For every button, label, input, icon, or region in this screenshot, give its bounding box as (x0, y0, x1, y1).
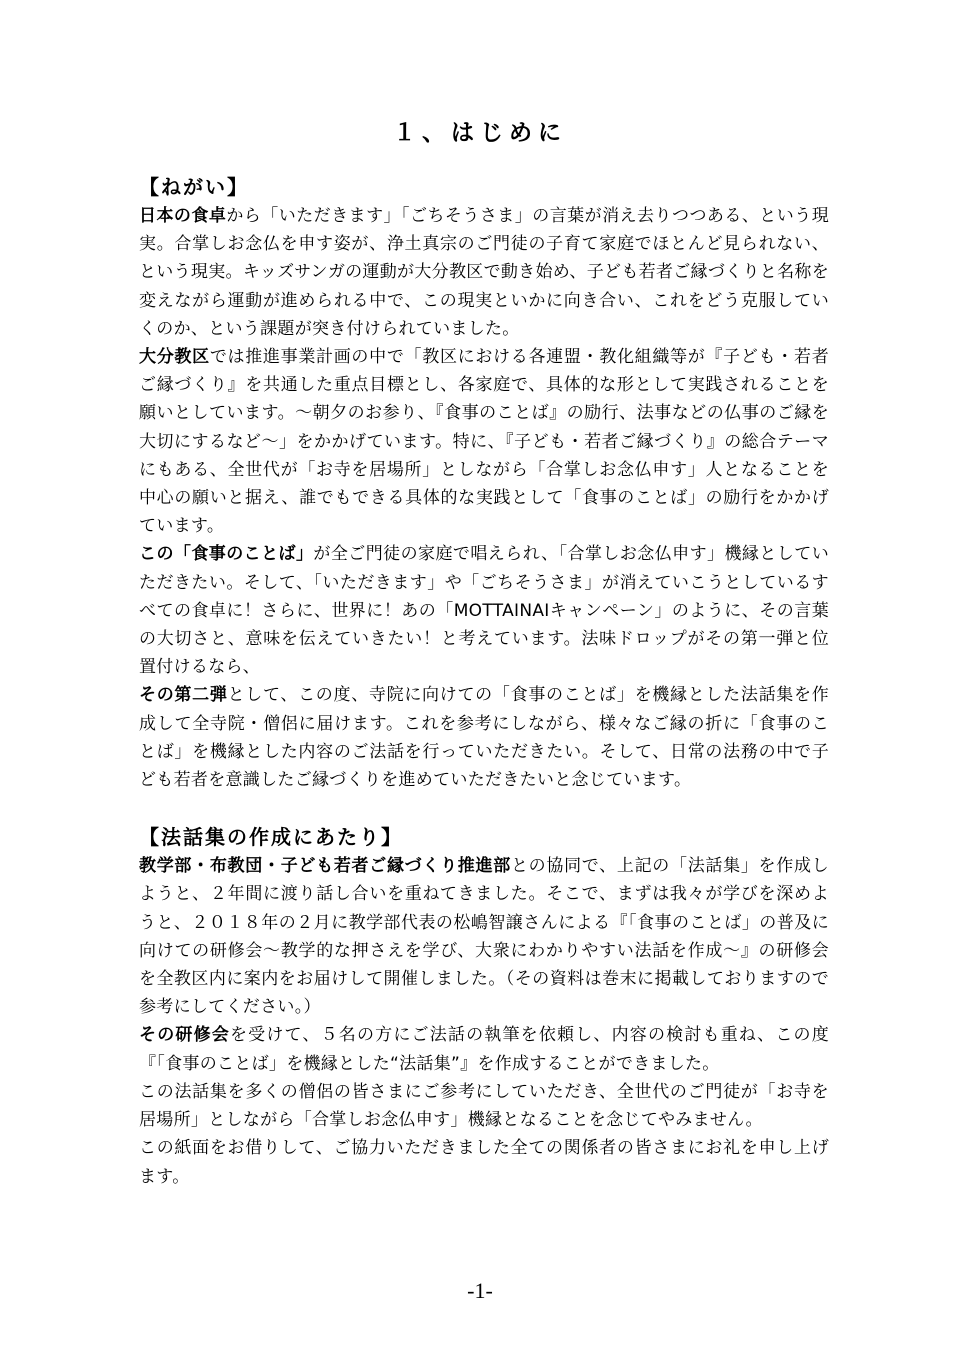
page-number: -1- (467, 1278, 493, 1303)
paragraph-lead: その第二弾 (139, 685, 228, 706)
paragraph-lead: その研修会 (139, 1025, 230, 1046)
paragraph-lead: 日本の食卓 (139, 206, 227, 226)
paragraph (139, 1021, 829, 1077)
paragraph-text: との協同で、上記の「法話集」を作成しようと、２年間に渡り話し合いを重ねてきました。そこで、まずは我々が学びを深めようと、２０１８年の２月に教学部代表の松嶋智譲さんによる『「食事のことば」の普及に向けての研修会～教学的な押さえを学び、大衆にわかりやすい法話を作成～』の研修会を全教区内に案内をお届けして開催しました。（その資料は巻末に掲載しておりますので参考にしてください。） (139, 856, 829, 1018)
paragraph-text: として、この度、寺院に向けての「食事のことば」を機縁とした法話集を作成して全寺院・僧侶に届けます。これを参考にしながら、様々なご縁の折に「食事のことば」を機縁とした内容のご法話を行っていただきたい。そして、日常の法務の中で子ども若者を意識したご縁づくりを進めていただきたいと念じています。 (139, 685, 830, 791)
paragraph-text: から「いただきます」「ごちそうさま」の言葉が消え去りつつある、という現実。合掌しお念仏を申す姿が、浄土真宗のご門徒の子育て家庭でほとんど見られない、という現実。キッズサンガの運動が大分教区で動き始め、子ども若者ご縁づくりと名称を変えながら運動が進められる中で、この現実といかに向き合い、これをどう克服していくのか、という課題が突き付けられていました。 (139, 206, 830, 339)
paragraph-text: が全ご門徒の家庭で唱えられ、「合掌しお念仏申す」機縁としていただきたい。そして、「いただきます」や「ごちそうさま」が消えていこうとしているすべての食卓に！さらに、世界に！あの「MOTTAINAIキャンペーン」のように、その言葉の大切さと、意味を伝えていきたい！と考えています。法味ドロップがその第一弾と位置付けるなら、 (139, 544, 829, 678)
page-title: １、はじめに (393, 120, 567, 146)
paragraph (139, 343, 829, 540)
paragraph-lead: この「食事のことば」 (139, 544, 314, 565)
paragraph (139, 202, 829, 343)
paragraph (139, 540, 829, 681)
paragraph-text: では推進事業計画の中で「教区における各連盟・教化組織等が『子ども・若者ご縁づくり』を共通した重点目標とし、各家庭で、具体的な形として実践されることを願いとしています。～朝夕のお参り、『食事のことば』の励行、法事などの仏事のご縁を大切にするなど～」をかかげています。特に、『子ども・若者ご縁づくり』の総合テーマにもある、全世代が「お寺を居場所」としながら「合掌しお念仏申す」人となることを中心の願いと据え、誰でもできる具体的な実践として「食事のことば」の励行をかかげています。 (139, 347, 829, 537)
section-heading-negai: 【ねがい】 (139, 175, 249, 199)
paragraph-lead: 教学部・布教団・子ども若者ご縁づくり推進部 (139, 856, 511, 877)
document-body (139, 172, 829, 1191)
paragraph: この紙面をお借りして、ご協力いただきました全ての関係者の皆さまにお礼を申し上げます。 (139, 1138, 829, 1187)
paragraph (139, 852, 829, 1021)
section-heading-sakusei: 【法話集の作成にあたり】 (139, 825, 403, 850)
paragraph (139, 681, 829, 794)
paragraph-lead: 大分教区 (139, 347, 210, 368)
paragraph: この法話集を多くの僧侶の皆さまにご参考にしていただき、全世代のご門徒が「お寺を居場所」としながら「合掌しお念仏申す」機縁となることを念じてやみません。 (139, 1081, 829, 1131)
paragraph-text: を受けて、５名の方にご法話の執筆を依頼し、内容の検討も重ね、この度『「食事のことば」を機縁とした“法話集”』を作成することができました。 (139, 1025, 829, 1074)
section-spacer (139, 794, 829, 822)
